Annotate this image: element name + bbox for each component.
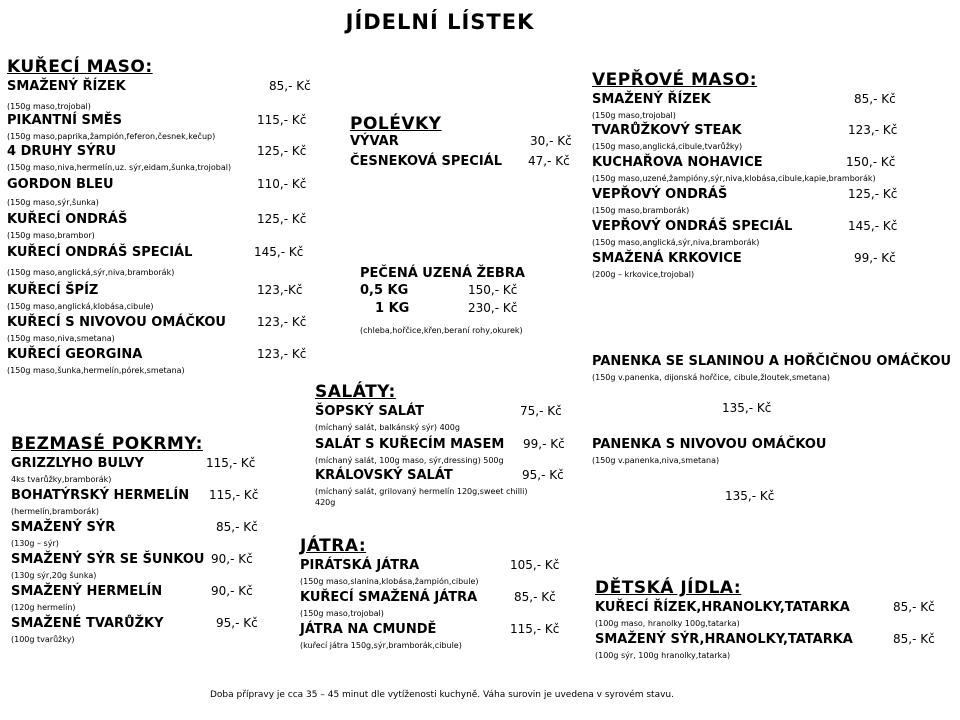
item-name: SMAŽENÝ ŘÍZEK [592, 92, 711, 107]
item-desc: (150g maso,anglická,sýr,niva,bramborák) [7, 268, 175, 277]
menu-item [350, 134, 580, 154]
menu-item [11, 550, 291, 582]
item-name: BOHATÝRSKÝ HERMELÍN [11, 488, 190, 503]
item-price: 125,- Kč [257, 212, 307, 226]
item-name: KUŘECÍ ŘÍZEK,HRANOLKY,TATARKA [595, 600, 850, 615]
menu-item [7, 77, 317, 111]
item-desc: (150g maso,anglická,klobása,cibule) [7, 302, 154, 311]
item-price: 85,- Kč [216, 520, 258, 534]
section-title: DĚTSKÁ JÍDLA: [595, 578, 742, 598]
item-desc: (150g maso,sýr,šunka) [7, 198, 99, 207]
item-price: 135,- Kč [722, 401, 772, 415]
item-name: SMAŽENÝ SÝR,HRANOLKY,TATARKA [595, 632, 853, 647]
menu-item [11, 582, 291, 614]
section-title: KUŘECÍ MASO: [7, 57, 153, 77]
menu-item [595, 630, 945, 662]
section-polevky [350, 114, 580, 174]
menu-item [7, 281, 317, 313]
item-price: 145,- Kč [254, 245, 304, 259]
item-name: KUCHAŘOVA NOHAVICE [592, 155, 763, 170]
item-name: KRÁLOVSKÝ SALÁT [315, 468, 453, 483]
menu-item [300, 620, 570, 652]
item-name: SMAŽENÝ HERMELÍN [11, 584, 163, 599]
item-price: 230,- Kč [468, 301, 518, 315]
item-name: PANENKA SE SLANINOU A HOŘČIČNOU OMÁČKOU [592, 354, 952, 369]
item-price: 115,- Kč [257, 113, 307, 127]
item-desc: (150g maso,šunka,hermelín,pórek,smetana) [7, 366, 185, 375]
item-price: 115,- Kč [209, 488, 259, 502]
item-name: GRIZZLYHO BULVY [11, 456, 144, 471]
item-desc: (120g hermelín) [11, 603, 76, 612]
item-name: TVARŮŽKOVÝ STEAK [592, 123, 742, 138]
item-price: 115,- Kč [510, 622, 560, 636]
item-name: ŠOPSKÝ SALÁT [315, 404, 424, 419]
item-desc: (100g sýr, 100g hranolky,tatarka) [595, 651, 731, 660]
menu-item [7, 210, 317, 243]
item-name: VEPŘOVÝ ONDRÁŠ SPECIÁL [592, 219, 793, 234]
section-jatra [300, 536, 570, 652]
section-title: SALÁTY: [315, 382, 396, 402]
item-name: SALÁT S KUŘECÍM MASEM [315, 437, 505, 452]
section-kureci-maso [7, 57, 317, 377]
page-title: JÍDELNÍ LÍSTEK [345, 10, 535, 34]
item-name: 0,5 KG [360, 283, 409, 298]
menu-item [360, 301, 560, 321]
item-name: 4 DRUHY SÝRU [7, 144, 117, 159]
item-desc: (150g maso,trojobal) [300, 609, 384, 618]
item-desc: (150g maso,slanina,klobása,žampión,cibule) [300, 577, 479, 586]
item-price: 99,- Kč [523, 437, 565, 451]
item-desc: (míchaný salát, 100g maso, sýr,dressing) 500g [315, 456, 504, 465]
item-price: 123,- Kč [848, 123, 898, 137]
menu-item [595, 598, 945, 630]
item-name: ČESNEKOVÁ SPECIÁL [350, 154, 502, 169]
item-name: VEPŘOVÝ ONDRÁŠ [592, 187, 728, 202]
menu-item [7, 111, 317, 142]
item-desc: (150g maso,bramborák) [592, 206, 690, 215]
item-desc: (míchaný salát, balkánský sýr) 400g [315, 423, 460, 432]
menu-item [300, 556, 570, 588]
menu-item [315, 466, 575, 511]
item-desc: (150g maso,trojobal) [592, 111, 676, 120]
item-desc: (130g – sýr) [11, 539, 59, 548]
item-desc: (chleba,hořčice,křen,beraní rohy,okurek) [360, 326, 523, 335]
item-price: 125,- Kč [848, 187, 898, 201]
footer-note: Doba přípravy je cca 35 – 45 minut dle vytíženosti kuchyně. Váha surovin je uvedena v syrovém stavu. [210, 690, 674, 700]
section-panenka-2 [592, 435, 952, 466]
menu-item [7, 313, 317, 345]
menu-item [592, 185, 922, 217]
section-bezmase-pokrmy [11, 434, 291, 646]
menu-item [350, 154, 580, 174]
item-desc: (100g maso, hranolky 100g,tatarka) [595, 619, 740, 628]
item-price: 95,- Kč [216, 616, 258, 630]
item-price: 85,- Kč [514, 590, 556, 604]
item-price: 85,- Kč [893, 600, 935, 614]
menu-item [315, 435, 575, 466]
section-title: JÁTRA: [300, 536, 367, 556]
section-panenka-1 [592, 352, 952, 383]
item-price: 150,- Kč [846, 155, 896, 169]
menu-item [7, 142, 317, 175]
item-name: PIKANTNÍ SMĚS [7, 113, 123, 128]
menu-item [300, 588, 570, 620]
item-price: 105,- Kč [510, 558, 560, 572]
item-desc: (200g – krkovice,trojobal) [592, 270, 695, 279]
item-price: 145,- Kč [848, 219, 898, 233]
item-price: 30,- Kč [530, 134, 572, 148]
item-name: GORDON BLEU [7, 177, 114, 192]
item-desc: (130g sýr,20g šunka) [11, 571, 97, 580]
menu-item [11, 454, 291, 486]
item-price: 135,- Kč [725, 489, 775, 503]
item-name: VÝVAR [350, 134, 399, 149]
item-name: KUŘECÍ ŠPÍZ [7, 283, 99, 298]
section-title: PEČENÁ UZENÁ ŽEBRA [360, 266, 525, 281]
menu-item [592, 249, 922, 281]
item-name: KUŘECÍ ONDRÁŠ [7, 212, 128, 227]
menu-item [11, 518, 291, 550]
menu-item [592, 217, 922, 249]
item-price: 123,- Kč [257, 347, 307, 361]
item-price: 75,- Kč [520, 404, 562, 418]
item-price: 85,- Kč [854, 92, 896, 106]
item-desc: (150g v.panenka,niva,smetana) [592, 456, 720, 465]
item-name: PANENKA S NIVOVOU OMÁČKOU [592, 437, 827, 452]
item-price: 115,- Kč [206, 456, 256, 470]
item-price: 90,- Kč [211, 584, 253, 598]
item-desc: (míchaný salát, grilovaný hermelín 120g,sweet chilli) 420g [315, 487, 528, 507]
section-veprove-maso [592, 70, 922, 281]
section-title: POLÉVKY [350, 114, 442, 134]
menu-item [592, 90, 922, 121]
item-desc: (kuřecí játra 150g,sýr,bramborák,cibule) [300, 641, 462, 650]
menu-item [360, 281, 560, 301]
section-salaty [315, 382, 575, 511]
item-price: 123,- Kč [257, 315, 307, 329]
section-title: VEPŘOVÉ MASO: [592, 70, 758, 90]
item-name: KUŘECÍ S NIVOVOU OMÁČKOU [7, 315, 226, 330]
item-name: KUŘECÍ SMAŽENÁ JÁTRA [300, 590, 478, 605]
item-price: 47,- Kč [528, 154, 570, 168]
menu-item [11, 614, 291, 646]
item-desc: (150g v.panenka, dijonská hořčice, cibule,žloutek,smetana) [592, 373, 830, 382]
item-name: SMAŽENÝ ŘÍZEK [7, 79, 126, 94]
item-price: 90,- Kč [211, 552, 253, 566]
item-price: 95,- Kč [522, 468, 564, 482]
item-name: SMAŽENÝ SÝR [11, 520, 116, 535]
item-name: SMAŽENÉ TVARŮŽKY [11, 616, 164, 631]
item-desc: (100g tvarůžky) [11, 635, 75, 644]
item-desc: (150g maso,niva,smetana) [7, 334, 115, 343]
item-price: 125,- Kč [257, 144, 307, 158]
item-name: SMAŽENÁ KRKOVICE [592, 251, 742, 266]
menu-item [7, 243, 317, 281]
item-price: 99,- Kč [854, 251, 896, 265]
item-price: 85,- Kč [269, 79, 311, 93]
item-desc: (150g maso,uzené,žampióny,sýr,niva,klobása,cibule,kapie,bramborák) [592, 174, 876, 183]
item-desc: (150g maso,trojobal) [7, 102, 91, 111]
menu-item [592, 153, 922, 185]
item-desc: (150g maso,paprika,žampión,feferon,česnek,kečup) [7, 132, 216, 141]
item-name: KUŘECÍ ONDRÁŠ SPECIÁL [7, 245, 193, 260]
section-detska-jidla [595, 578, 945, 662]
item-desc: (150g maso,niva,hermelín,uz. sýr,eidam,šunka,trojobal) [7, 163, 232, 172]
item-desc: 4ks tvarůžky,bramborák) [11, 475, 112, 484]
item-desc: (150g maso,anglická,sýr,niva,bramborák) [592, 238, 760, 247]
item-price: 150,- Kč [468, 283, 518, 297]
section-title: BEZMASÉ POKRMY: [11, 434, 203, 454]
section-zebra [360, 266, 560, 336]
item-name: KUŘECÍ GEORGINA [7, 347, 143, 362]
item-price: 85,- Kč [893, 632, 935, 646]
menu-item [7, 345, 317, 377]
menu-item [11, 486, 291, 518]
item-desc: (150g maso,anglická,cibule,tvarůžky) [592, 142, 743, 151]
menu-item [7, 175, 317, 210]
item-price: 110,- Kč [257, 177, 307, 191]
item-price: 123,-Kč [257, 283, 303, 297]
item-name: PIRÁTSKÁ JÁTRA [300, 558, 420, 573]
menu-item [592, 121, 922, 153]
item-name: SMAŽENÝ SÝR SE ŠUNKOU [11, 552, 205, 567]
menu-item [315, 402, 575, 435]
item-desc: (150g maso,brambor) [7, 231, 95, 240]
item-desc: (hermelín,bramborák) [11, 507, 100, 516]
item-name: JÁTRA NA CMUNDĚ [300, 622, 437, 637]
item-name: 1 KG [375, 301, 410, 316]
